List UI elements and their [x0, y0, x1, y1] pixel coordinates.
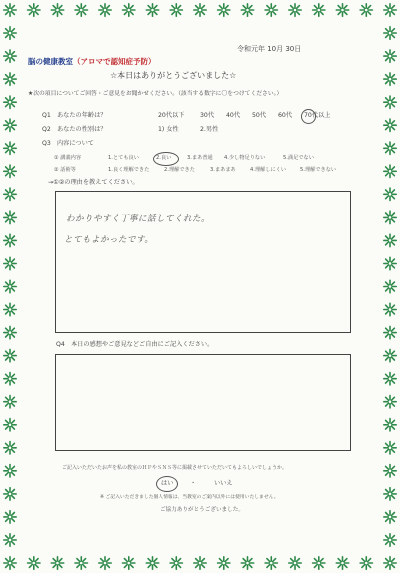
border-star-icon	[99, 557, 111, 569]
q1-option-70s-plus[interactable]: 70代以上	[304, 112, 331, 119]
border-star-icon	[384, 534, 396, 546]
q3-row2-opt3[interactable]: 3.まあまあ	[210, 167, 236, 173]
border-star-icon	[384, 396, 396, 408]
border-star-icon	[384, 73, 396, 85]
border-star-icon	[289, 4, 301, 16]
border-star-icon	[384, 4, 396, 16]
thanks-heading: ☆本日はありがとうございました☆	[110, 71, 237, 80]
border-star-icon	[4, 234, 16, 246]
q2-label: Q2 あなたの性別は？	[42, 126, 107, 133]
border-star-icon	[4, 188, 16, 200]
border-star-icon	[4, 165, 16, 177]
border-star-icon	[384, 373, 396, 385]
border-star-icon	[384, 280, 396, 292]
q3-row1-opt4[interactable]: 4.少し物足りない	[224, 155, 266, 161]
border-star-icon	[75, 4, 88, 16]
border-star-icon	[4, 303, 16, 315]
q1-label: Q1 あなたの年齢は？	[42, 112, 107, 119]
survey-date: 令和元年 10月 30日	[237, 45, 302, 53]
closing-text: ご協力ありがとうございました。	[160, 507, 244, 513]
organization-title	[28, 58, 156, 66]
border-star-icon	[384, 27, 396, 39]
border-star-icon	[384, 557, 396, 569]
border-star-icon	[4, 326, 16, 338]
border-star-icon	[313, 557, 325, 569]
instructions-text: ★次の項目についてご回答・ご意見をお聞かせください。（該当する数字に〇をつけてください。）	[28, 91, 283, 97]
border-star-icon	[51, 557, 63, 569]
q1-option-50s[interactable]: 50代	[252, 112, 267, 119]
q3-row1-opt1[interactable]: 1.とても良い	[108, 155, 139, 161]
border-star-icon	[384, 165, 396, 177]
border-star-icon	[99, 4, 111, 16]
border-star-icon	[384, 488, 396, 500]
org-name: 脳の健康教室	[28, 57, 73, 66]
border-star-icon	[4, 96, 16, 108]
border-star-icon	[384, 211, 396, 223]
border-star-icon	[384, 303, 396, 315]
q1-selection-circle	[301, 109, 316, 124]
border-star-icon	[336, 4, 348, 16]
border-star-icon	[313, 4, 325, 16]
border-star-icon	[4, 142, 16, 154]
q4-comment-box[interactable]	[55, 354, 351, 451]
q3-row2-opt2[interactable]: 2.理解できた	[164, 167, 195, 173]
border-star-icon	[218, 557, 230, 569]
border-star-icon	[4, 557, 16, 569]
q4-label: Q4 本日の感想やご意見などご自由にご記入ください。	[56, 341, 214, 348]
q3-row1-label: ① 講義内容	[54, 155, 82, 161]
consent-yes-circle	[156, 476, 178, 492]
q3-row1-opt3[interactable]: 3.まあ普通	[187, 155, 213, 161]
border-star-icon	[360, 557, 372, 569]
border-star-icon	[218, 4, 230, 16]
border-star-icon	[194, 4, 206, 16]
border-star-icon	[4, 511, 16, 523]
handwritten-answer-line2: とてもよかったです。	[64, 235, 154, 245]
border-star-icon	[4, 534, 16, 546]
border-star-icon	[4, 373, 16, 385]
q2-option-male[interactable]: 2.男性	[200, 126, 219, 133]
q1-option-40s[interactable]: 40代	[226, 112, 241, 119]
border-star-icon	[4, 488, 16, 500]
border-star-icon	[4, 27, 16, 39]
border-star-icon	[289, 557, 301, 569]
border-star-icon	[4, 280, 16, 292]
border-star-icon	[146, 4, 158, 16]
border-star-icon	[4, 257, 16, 269]
consent-question: ご記入いただいたお声を私の教室のＨＰやＳＮＳ等に掲載させていただいてもよろしいでしょうか。	[62, 465, 288, 471]
border-star-icon	[4, 442, 16, 454]
org-subtitle: （アロマで認知症予防）	[73, 57, 156, 66]
border-star-icon	[4, 465, 16, 477]
q3-row2-opt4[interactable]: 4.理解しにくい	[250, 167, 287, 173]
q1-option-20s[interactable]: 20代以下	[158, 112, 185, 119]
q3-reason-prompt: →①②の理由を教えてください。	[48, 179, 139, 186]
q3-row1-opt5[interactable]: 5.満足でない	[283, 155, 314, 161]
handwritten-answer-line1: わかりやすく丁寧に話してくれた。	[66, 214, 211, 224]
border-star-icon	[4, 396, 16, 408]
border-star-icon	[241, 557, 253, 569]
border-star-icon	[384, 257, 396, 269]
border-star-icon	[4, 50, 16, 62]
border-star-icon	[170, 557, 182, 569]
border-star-icon	[384, 326, 396, 338]
border-star-icon	[28, 4, 40, 16]
q1-option-60s[interactable]: 60代	[278, 112, 293, 119]
border-star-icon	[194, 557, 206, 569]
border-star-icon	[4, 211, 16, 223]
border-star-icon	[360, 4, 372, 16]
border-star-icon	[384, 349, 396, 361]
border-star-icon	[146, 557, 158, 569]
border-star-icon	[75, 557, 88, 569]
border-star-icon	[384, 142, 396, 154]
consent-yes[interactable]: はい	[161, 480, 174, 487]
q3-row2-opt5[interactable]: 5.理解できない	[300, 167, 337, 173]
q2-option-female[interactable]: 1) 女性	[158, 126, 179, 133]
q3-row2-opt1[interactable]: 1.良く理解できた	[108, 167, 150, 173]
border-star-icon	[4, 4, 16, 16]
q1-option-30s[interactable]: 30代	[200, 112, 215, 119]
border-star-icon	[123, 4, 135, 16]
border-star-icon	[51, 4, 63, 16]
border-star-icon	[384, 96, 396, 108]
border-star-icon	[384, 50, 396, 62]
border-star-icon	[384, 234, 396, 246]
border-star-icon	[28, 557, 40, 569]
border-star-icon	[170, 4, 182, 16]
q3-row1-selection-circle	[153, 152, 179, 166]
q3-label: Q3 内容について	[42, 140, 94, 147]
border-star-icon	[336, 557, 348, 569]
border-star-icon	[384, 119, 396, 131]
q3-reason-box[interactable]	[55, 191, 351, 333]
border-star-icon	[4, 119, 16, 131]
border-star-icon	[123, 557, 135, 569]
border-star-icon	[241, 4, 253, 16]
privacy-note: ※ ご記入いただきました個人情報は、当教室のご案内以外には使用いたしません。	[100, 495, 279, 500]
border-star-icon	[384, 188, 396, 200]
q3-row1-opt2[interactable]: 2.良い	[156, 155, 172, 161]
consent-no[interactable]: いいえ	[214, 480, 233, 487]
consent-separator: ・	[190, 480, 197, 487]
q3-row2-label: ② 話術等	[54, 167, 76, 173]
border-star-icon	[384, 511, 396, 523]
border-star-icon	[4, 349, 16, 361]
border-star-icon	[265, 557, 277, 569]
border-star-icon	[384, 465, 396, 477]
border-star-icon	[384, 419, 396, 431]
border-star-icon	[384, 442, 396, 454]
border-star-icon	[4, 73, 16, 85]
border-star-icon	[265, 4, 277, 16]
border-star-icon	[4, 419, 16, 431]
